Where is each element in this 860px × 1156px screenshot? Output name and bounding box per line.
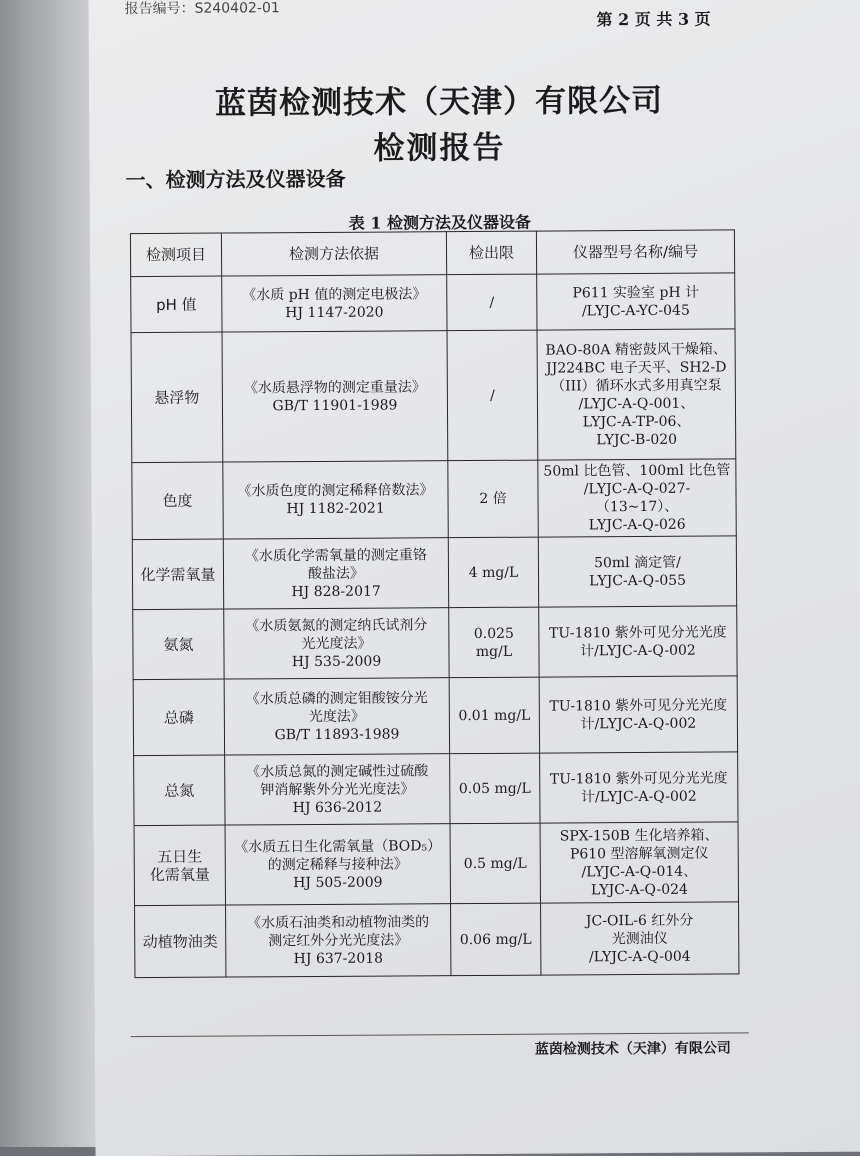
cell-instrument: TU-1810 紫外可见分光光度 计/LYJC-A-Q-002 (539, 676, 737, 753)
header-instrument: 仪器型号名称/编号 (536, 230, 734, 274)
cell-limit: 0.01 mg/L (449, 677, 539, 754)
cell-instrument: TU-1810 紫外可见分光光度 计/LYJC-A-Q-002 (539, 606, 737, 677)
cell-method: 《水质化学需氧量的测定重铬 酸盐法》 HJ 828-2017 (223, 538, 448, 609)
cell-item: 总磷 (133, 679, 224, 756)
cell-method: 《水质石油类和动植物油类的 测定红外分光光度法》 HJ 637-2018 (226, 904, 451, 977)
page-number: 第 2 页 共 3 页 (596, 9, 711, 30)
table-row (132, 459, 736, 540)
cell-item: 五日生 化需氧量 (134, 825, 225, 906)
organization-title: 蓝茵检测技术（天津）有限公司 (215, 82, 664, 122)
header-method: 检测方法依据 (221, 232, 446, 276)
table-row (135, 902, 739, 978)
report-page (88, 0, 860, 1156)
cell-method: 《水质氨氮的测定纳氏试剂分 光光度法》 HJ 535-2009 (224, 608, 449, 679)
table-row (132, 536, 736, 610)
table-row (131, 329, 736, 463)
cell-method: 《水质五日生化需氧量（BOD₅） 的测定稀释与接种法》 HJ 505-2009 (225, 824, 450, 905)
cell-item: 色度 (132, 462, 223, 540)
cell-limit: 0.05 mg/L (450, 753, 540, 824)
cell-instrument: 50ml 比色管、100ml 比色管 /LYJC-A-Q-027-（13~17）、 LYJC-A-Q-026 (538, 459, 736, 537)
cell-limit: / (447, 330, 538, 461)
cell-instrument: P611 实验室 pH 计 /LYJC-A-YC-045 (537, 273, 735, 330)
cell-method: 《水质色度的测定稀释倍数法》 HJ 1182-2021 (223, 461, 448, 539)
table-row (131, 273, 735, 333)
table-row (133, 606, 737, 680)
footer-divider (131, 1032, 749, 1037)
table-row (134, 822, 738, 906)
table-row (134, 752, 738, 826)
methods-table (130, 229, 740, 978)
cell-method: 《水质总磷的测定钼酸铵分光 光度法》 GB/T 11893-1989 (224, 678, 449, 755)
cell-limit: 0.5 mg/L (450, 823, 540, 904)
cell-item: 悬浮物 (131, 332, 223, 463)
cell-instrument: SPX-150B 生化培养箱、 P610 型溶解氧测定仪 /LYJC-A-Q-014、 LYJC-A-Q-024 (540, 822, 738, 903)
cell-item: 氨氮 (133, 609, 224, 680)
cell-instrument: TU-1810 紫外可见分光光度 计/LYJC-A-Q-002 (540, 752, 738, 823)
table-row (133, 676, 737, 756)
header-limit: 检出限 (446, 231, 536, 275)
cell-limit: 2 倍 (448, 460, 538, 538)
table-header-row (130, 230, 734, 277)
cell-instrument: 50ml 滴定管/ LYJC-A-Q-055 (538, 536, 736, 607)
cell-instrument: BAO-80A 精密鼓风干燥箱、 JJ224BC 电子天平、SH2-D （III）循环水式多用真空泵 /LYJC-A-Q-001、 LYJC-A-TP-06、 LYJC-B-020 (537, 329, 736, 460)
cell-instrument: JC-OIL-6 红外分 光测油仪 /LYJC-A-Q-004 (541, 902, 739, 975)
cell-limit: 0.06 mg/L (451, 903, 541, 976)
cell-item: 化学需氧量 (132, 539, 223, 610)
cell-item: pH 值 (131, 276, 222, 333)
cell-method: 《水质总氮的测定碱性过硫酸 钾消解紫外分光光度法》 HJ 636-2012 (225, 754, 450, 825)
report-title: 检测报告 (373, 129, 506, 167)
section-heading: 一、检测方法及仪器设备 (125, 166, 346, 193)
cell-item: 动植物油类 (135, 905, 226, 978)
cell-method: 《水质 pH 值的测定电极法》 HJ 1147-2020 (222, 275, 447, 332)
cell-limit: 4 mg/L (448, 537, 538, 608)
footer-organization: 蓝茵检测技术（天津）有限公司 (534, 1040, 731, 1058)
cell-method: 《水质悬浮物的测定重量法》 GB/T 11901-1989 (222, 331, 448, 462)
report-number: 报告编号：S240402-01 (124, 0, 280, 18)
cell-item: 总氮 (134, 755, 225, 826)
table-caption: 表 1 检测方法及仪器设备 (348, 212, 532, 233)
cell-limit: 0.025 mg/L (449, 607, 539, 678)
cell-limit: / (447, 274, 537, 331)
header-item: 检测项目 (130, 233, 221, 277)
